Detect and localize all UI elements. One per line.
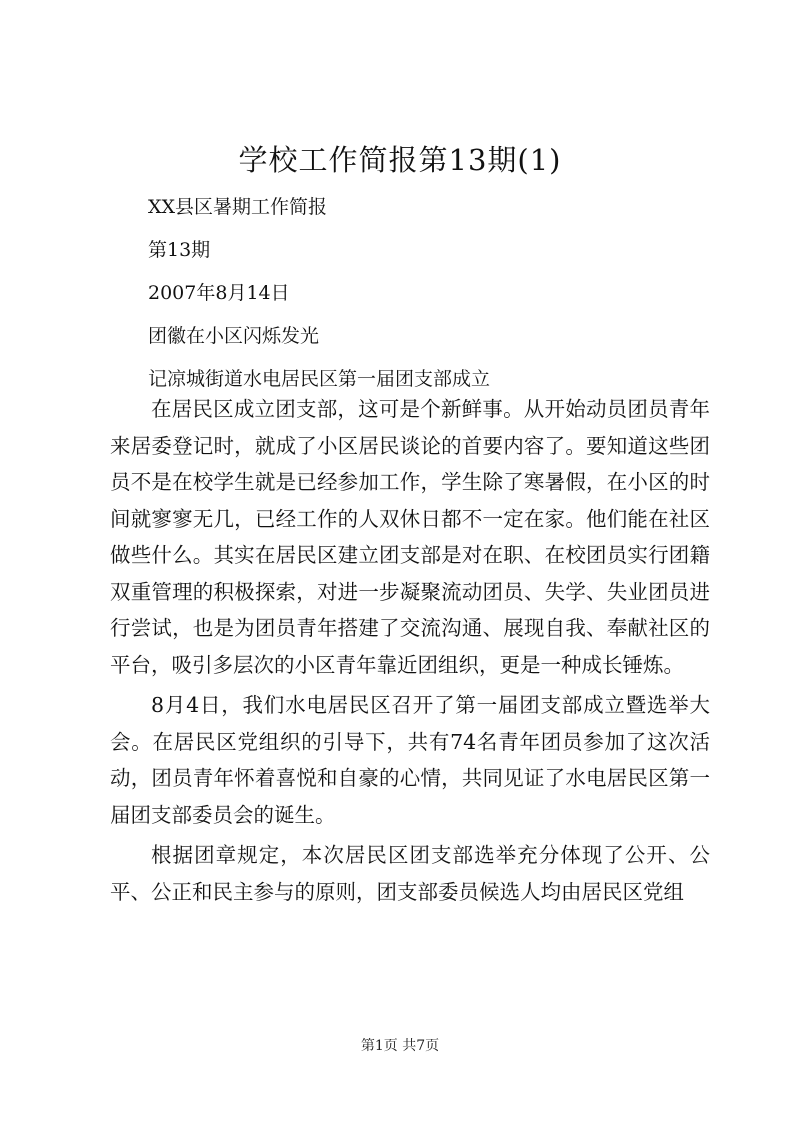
- article-subheadline: 记凉城街道水电居民区第一届团支部成立: [148, 368, 491, 390]
- paragraph: 8月4日，我们水电居民区召开了第一届团支部成立暨选举大会。在居民区党组织的引导下，共有74名青年团员参加了这次活动，团员青年怀着喜悦和自豪的心情，共同见证了水电居民区第一届团支部委员会的诞生。: [110, 693, 710, 827]
- article-body: [110, 391, 710, 910]
- page-footer: 第1页 共7页: [360, 1038, 440, 1054]
- bulletin-name: XX县区暑期工作简报: [148, 196, 328, 218]
- issue-date: 2007年8月14日: [148, 282, 290, 304]
- article-headline: 团徽在小区闪烁发光: [148, 325, 320, 347]
- paragraph: 在居民区成立团支部，这可是个新鲜事。从开始动员团员青年来居委登记时，就成了小区居民谈论的首要内容了。要知道这些团员不是在校学生就是已经参加工作，学生除了寒暑假，在小区的时间就寥寥无几，已经工作的人双休日都不一定在家。他们能在社区做些什么。其实在居民区建立团支部是对在职、在校团员实行团籍双重管理的积极探索，对进一步凝聚流动团员、失学、失业团员进行尝试，也是为团员青年搭建了交流沟通、展现自我、奉献社区的平台，吸引多层次的小区青年靠近团组织，更是一种成长锤炼。: [110, 397, 710, 677]
- issue-number: 第13期: [148, 239, 211, 261]
- paragraph: 根据团章规定，本次居民区团支部选举充分体现了公开、公平、公正和民主参与的原则，团支部委员候选人均由居民区党组: [110, 843, 710, 904]
- document-title: 学校工作简报第13期(1): [238, 143, 562, 177]
